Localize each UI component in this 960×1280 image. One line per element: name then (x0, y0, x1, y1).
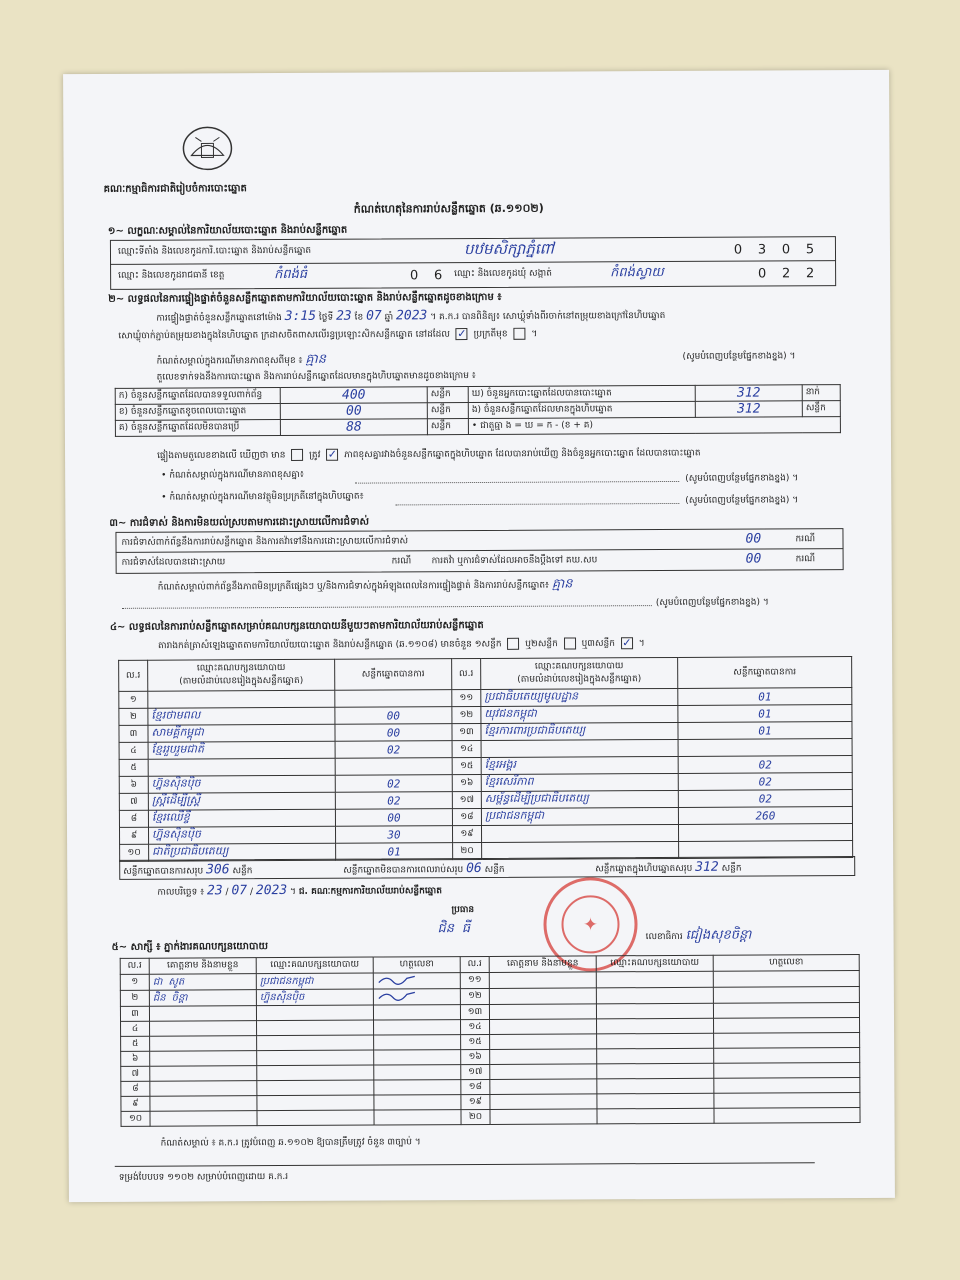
party-name: ខ្មែរអង្គរ (481, 756, 678, 774)
witness-party (597, 1048, 714, 1064)
row-number: ៩ (119, 827, 148, 844)
verify-line2: សោឃ្លុំចាក់ភ្ជាប់តម្រុយខាងក្នុងនៃហិបឆ្នោត ក្រដាសចិតពាសលើរន្ធប្រឡោះសិកសន្លឹកឆ្នោត នៅដដែល ✓ ប្រក្រតីមុខ ។ (118, 327, 538, 342)
section3-hint: (សូមបំពេញបន្ថែមផ្នែកខាងខ្នង) ។ (655, 597, 769, 609)
row-number: ១៥ (461, 1034, 490, 1049)
bullet-irregular: • កំណត់សម្គាល់ក្នុងករណីមានវត្ថុមិនប្រក្រតីនៅក្នុងហិបឆ្នោត៖ (161, 491, 364, 503)
bullet-irregular-hint: (សូមបំពេញបន្ថែមផ្នែកខាងខ្នង) ។ (685, 495, 799, 506)
valid-votes: 02 (678, 773, 852, 791)
row-number: ១៣ (460, 1004, 489, 1019)
row-number: ១ (119, 691, 148, 708)
row-number: ៥ (121, 1036, 150, 1051)
secretary: លេខាធិការ ជៀងសុខចិន្ដា (645, 927, 752, 943)
witness-party (597, 1093, 714, 1109)
row-number: ៣ (119, 725, 148, 742)
station-code: 0 3 0 5 (733, 242, 815, 258)
witness-party (596, 1003, 713, 1019)
witness-signature (714, 1018, 860, 1034)
objection-label: ការជំទាស់ពាក់ព័ន្ធនឹងការរាប់សន្លឹកឆ្នោត និងការតវ៉ាទៅនឹងការដោះស្រាយលើការជំទាស់ (121, 536, 409, 548)
section1-heading: ១~ លក្ខណៈសម្គាល់នៃការិយាល័យបោះឆ្នោត និងរាប់សន្លឹកឆ្នោត (107, 224, 348, 237)
witness-party (597, 1108, 714, 1124)
witness-signature (374, 1020, 461, 1035)
row-number: ២០ (453, 842, 482, 859)
verify-line3: កំណត់សម្គាល់ក្នុងករណីមានភាពខុសពីមុខ ៖ គ្មាន (156, 351, 327, 367)
valid-votes: 00 (335, 809, 452, 827)
valid-votes: 02 (335, 775, 452, 793)
party-name (148, 690, 335, 708)
witness-party (256, 1005, 373, 1021)
row-number: ៩ (121, 1096, 150, 1111)
sign-date: កាលបរិច្ឆេទ ៖ 23 / 07 / 2023 ។ ជ. គណៈកម្មការការិយាល័យរាប់សន្លឹកឆ្នោត (157, 883, 442, 899)
row-number: ១២ (452, 706, 481, 723)
section5-heading: ៥~ សាក្សី ៖ ភ្នាក់ងារគណបក្សនយោបាយ (111, 941, 269, 953)
witness-name (490, 1094, 597, 1110)
row-number: ១២ (460, 988, 489, 1004)
match-checkbox[interactable]: ✓ (327, 447, 337, 461)
one-sheet-checkbox[interactable] (507, 638, 519, 650)
footnote: កំណត់សម្គាល់ ៖ គ.ក.រ ត្រូវបំពេញ ឆ.១១០២ ឱ្យបានត្រឹមត្រូវ ចំនួន ៣ច្បាប់ ។ (160, 1137, 421, 1149)
witness-signature (714, 1078, 860, 1094)
witness-name: ជិន ចិន្ដា (149, 990, 256, 1007)
results-table: ល.រ ឈ្មោះគណបក្សនយោបាយ (តាមលំដាប់លេខរៀងក្នុងសន្លឹកឆ្នោត) សន្លឹកឆ្នោតបានការ ល.រ ឈ្មោះគណបក្សនយោបាយ (តាមលំដាប់លេខរៀងក្នុងសន្លឹកឆ្នោត) សន្លឹកឆ្នោតបានការ ១ ១១ ប្រជាធិបតេយ្យមូលដ្ឋាន 01 ២ ខ្មែរថាមពល 00 ១២ យុវជនកម្ពុជា 01 ៣ សាមគ្គីកម្ពុជា 00 ១៣ ខ្មែរការពារប្រជាធិបតេយ្យ 01 ៤ ខ្មែររួបរួមជាតិ 02 ១៤ ៥ ១៥ ខ្មែរអង្គរ 02 ៦ ហ្វ៊ុនស៊ិនប៉ិច 02 ១៦ ខ្មែរសេរីភាព 02 ៧ ស្រ្តីដើម្បីស្ត្រី 02 ១៧ សម្ព័ន្ធដើម្បីប្រជាធិបតេយ្យ 02 ៨ ខ្មែរឈើខ្ចី 00 ១៨ ប្រជាជនកម្ពុជា 260 ៩ ហ្វ៊ុនស៊ិនប៉ិច 30 ១៩ ១០ ជាតិប្រជាធិបតេយ្យ 01 ២០ (118, 656, 853, 862)
row-number: ៤ (119, 742, 148, 759)
total-valid: សន្លឹកឆ្នោតបានការសរុប 306 សន្លឹក (123, 862, 253, 878)
witness-signature (374, 1095, 461, 1110)
witness-signature (714, 1093, 860, 1109)
party-name: សម្ព័ន្ធដើម្បីប្រជាធិបតេយ្យ (481, 790, 678, 808)
resolved-label: ការជំទាស់ដែលបានដោះស្រាយ (121, 557, 226, 568)
official-stamp: ✦ (543, 877, 637, 971)
valid-votes: 02 (335, 741, 452, 759)
compare-line: ផ្ទៀងតាមតួលេខខាងលើ ឃើញថា មាន ត្រូវ ✓ ភាពខុសគ្នារវាងចំនួនសន្លឹកឆ្នោតក្នុងហិបឆ្នោត ដែលបានរាប់ឃើញ និងចំនួនអ្នកបោះឆ្នោត ដែលបានបោះឆ្នោត (157, 447, 701, 462)
form-title: កំណត់ហេតុនៃការរាប់សន្លឹកឆ្នោត (ឆ.១១០២) (353, 201, 544, 216)
witness-party (257, 1095, 374, 1111)
section3-note: កំណត់សម្គាល់ពាក់ព័ន្ធនឹងភាពមិនប្រក្រតីផ្សេងៗ ឬ/និងការជំទាស់ក្នុងអំឡុងពេលនៃការផ្ទៀងផ្ទាត់ និងការរាប់សន្លឹកឆ្នោត៖ គ្មាន (157, 576, 573, 593)
witness-signature (714, 1063, 860, 1079)
row-number: ៨ (119, 810, 148, 827)
witness-signature (374, 1050, 461, 1065)
witness-signature (373, 989, 460, 1005)
witness-signature (714, 1048, 860, 1064)
valid-votes: 01 (678, 722, 852, 740)
commune-code: 0 2 2 (757, 266, 815, 282)
witness-party (597, 1033, 714, 1049)
witness-name (490, 1079, 597, 1095)
witness-name (490, 1109, 597, 1125)
row-number: ៣ (120, 1006, 149, 1021)
witness-name: ជា សូត (149, 974, 256, 991)
party-name: ប្រជាជនកម្ពុជា (481, 807, 678, 825)
witness-signature (373, 1005, 460, 1020)
witness-name (489, 972, 596, 989)
party-name: ខ្មែរការពារប្រជាធិបតេយ្យ (481, 722, 678, 740)
station-label: ឈ្មោះទីតាំង និងលេខកូដការិ.បោះឆ្នោត និងរាប់សន្លឹកឆ្នោត (117, 245, 312, 257)
witness-signature (374, 1110, 461, 1125)
valid-votes (678, 739, 852, 757)
witness-name (150, 1051, 257, 1067)
valid-votes: 01 (336, 843, 453, 861)
chair-signature: ជិន ធី (437, 921, 471, 937)
row-number: ១ (120, 974, 149, 990)
witness-signature (373, 973, 460, 989)
witness-name (150, 1111, 257, 1127)
province-value: កំពង់ធំ (274, 266, 308, 283)
witness-party (597, 1063, 714, 1079)
party-name: ហ្វ៊ុនស៊ិនប៉ិច (148, 826, 335, 844)
row-number: ៦ (121, 1051, 150, 1066)
ballot-count-form: គណៈកម្មាធិការជាតិរៀបចំការបោះឆ្នោត កំណត់ហេតុនៃការរាប់សន្លឹកឆ្នោត (ឆ.១១០២) ១~ លក្ខណៈសម្គាល់នៃការិយាល័យបោះឆ្នោត និងរាប់សន្លឹកឆ្នោត ឈ្មោះទីតាំង និងលេខកូដការិ.បោះឆ្នោត និងរាប់សន្លឹកឆ្នោត បឋមសិក្សាភ្នំពៅ 0 3 0 5 ឈ្មោះ និងលេខកូដរាជធានី ខេត្ត កំពង់ធំ 0 6 ឈ្មោះ និងលេខកូដឃុំ សង្កាត់ កំពង់ស្វាយ 0 2 2 ២~ លទ្ធផលនៃការផ្ទៀងផ្ទាត់ចំនួនសន្លឹកឆ្នោតតាមការិយាល័យបោះឆ្នោត និងរាប់សន្លឹកឆ្នោតដូចខាងក្រោម ៖ ការផ្ទៀងផ្ទាត់ចំនួនសន្លឹកឆ្នោតនៅម៉ោង 3:15 ថ្ងៃទី 23 ខែ 07 ឆ្នាំ 2023 ។ គ.ក.រ បានពិនិត្យ៖ សោឃ្លុំទាំងពីរចាក់នៅតម្រុយខាងក្រៅនៃហិបឆ្នោត សោឃ្លុំចាក់ភ្ជាប់តម្រុយខាងក្នុងនៃហិបឆ្នោត ក្រដាសចិតពាសលើរន្ធប្រឡោះសិកសន្លឹកឆ្នោត នៅដដែល ✓ ប្រក្រតីមុខ ។ កំណត់សម្គាល់ក្នុងករណីមានភាពខុសពីមុខ ៖ គ្មាន (សូមបំពេញបន្ថែមផ្នែកខាងខ្នង) ។ តួលេខទាក់ទងនឹងការបោះឆ្នោត និងការរាប់សន្លឹកឆ្នោតដែលមានក្នុងហិបឆ្នោតមានដូចខាងក្រោម ៖ ក) ចំនួនសន្លឹកឆ្នោតដែលបានទទួលពាក់ព័ន្ធ 400 សន្លឹក ឃ) ចំនួនអ្នកបោះឆ្នោតដែលបានបោះឆ្នោត 312 នាក់ ខ) ចំនួនសន្លឹកឆ្នោតខូចពេលបោះឆ្នោត 00 សន្លឹក ង) ចំនួនសន្លឹកឆ្នោតដែលមានក្នុងហិបឆ្នោត 312 សន្លឹក គ) ចំនួនសន្លឹកឆ្នោតដែលមិនបានប្រើ 88 សន្លឹក • ជាតួធ្មា ង = ឃ = ក - (ខ + គ) ផ្ទៀងតាមតួលេខខាងលើ ឃើញថា មាន ត្រូវ ✓ ភាពខុសគ្នារវាងចំនួនសន្លឹកឆ្នោតក្នុងហិបឆ្នោត ដែលបានរាប់ឃើញ និងចំនួនអ្នកបោះឆ្នោត ដែលបានបោះឆ្នោត • កំណត់សម្គាល់ក្នុងករណីមានភាពខុសគ្នា៖ (សូមបំពេញបន្ថែមផ្នែកខាងខ្នង) ។ • កំណត់សម្គាល់ក្នុងករណីមានវត្ថុមិនប្រក្រតីនៅក្នុងហិបឆ្នោត៖ (សូមបំពេញបន្ថែមផ្នែកខាងខ្នង) ។ ៣~ ការជំទាស់ និងការមិនយល់ស្របតាមការដោះស្រាយលើការជំទាស់ ការជំទាស់ពាក់ព័ន្ធនឹងការរាប់សន្លឹកឆ្នោត និងការតវ៉ាទៅនឹងការដោះស្រាយលើការជំទាស់ 00 ករណី ការជំទាស់ដែលបានដោះស្រាយ ករណី ការតវ៉ា ឬការជំទាស់ដែលអាចនឹងប្ដឹងទៅ គឃ.សប 00 ករណី កំណត់សម្គាល់ពាក់ព័ន្ធនឹងភាពមិនប្រក្រតីផ្សេងៗ ឬ/និងការជំទាស់ក្នុងអំឡុងពេលនៃការផ្ទៀងផ្ទាត់ និងការរាប់សន្លឹកឆ្នោត៖ គ្មាន (សូមបំពេញបន្ថែមផ្នែកខាងខ្នង) ។ ៤~ លទ្ធផលនៃការរាប់សន្លឹកឆ្នោតសម្រាប់គណបក្សនយោបាយនីមួយៗតាមការិយាល័យរាប់សន្លឹកឆ្នោត តារាងកត់ត្រាសំឡេងឆ្នោតតាមការិយាល័យបោះឆ្នោត និងរាប់សន្លឹកឆ្នោត (ឆ.១១០៨) មានចំនួន ១សន្លឹក ឬ២សន្លឹក ឬ៣សន្លឹក ✓ ។ ល.រ ឈ្មោះគណបក្សនយោបាយ (តាមលំដាប់លេខរៀងក្នុងសន្លឹកឆ្នោត) សន្លឹកឆ្នោតបានការ ល.រ ឈ្មោះគណបក្សនយោបាយ (តាមលំដាប់លេខរៀងក្នុងសន្លឹកឆ្នោត) សន្លឹកឆ្នោតបានការ ១ ១១ ប្រជាធិបតេយ្យមូលដ្ឋាន 01 ២ ខ្មែរថាមពល 00 ១២ យុវជនកម្ពុជា 01 ៣ សាមគ្គីកម្ពុជា 00 ១៣ ខ្មែរការពារប្រជាធិបតេយ្យ 01 ៤ ខ្មែររួបរួមជាតិ 02 ១៤ ៥ ១៥ ខ្មែរអង្គរ 02 ៦ ហ្វ៊ុនស៊ិនប៉ិច 02 ១៦ ខ្មែរសេរីភាព 02 ៧ ស្រ្តីដើម្បីស្ត្រី 02 ១៧ សម្ព័ន្ធដើម្បីប្រជាធិបតេយ្យ 02 ៨ ខ្មែរឈើខ្ចី 00 ១៨ ប្រជាជនកម្ពុជា 260 ៩ ហ្វ៊ុនស៊ិនប៉ិច 30 ១៩ ១០ ជាតិប្រជាធិបតេយ្យ 01 ២០ សន្លឹកឆ្នោតបានការសរុប 306 សន្លឹក សន្លឹកឆ្នោតមិនបានការពេលរាប់សរុប 06 សន្លឹក សន្លឹកឆ្នោតក្នុងហិបឆ្នោតសរុប 312 សន្លឹក កាលបរិច្ឆេទ ៖ 23 / 07 / 2023 ។ ជ. គណៈកម្មការការិយាល័យរាប់សន្លឹកឆ្នោត ប្រធាន ជិន ធី ✦ លេខាធិការ ជៀងសុខចិន្ដា ៥~ សាក្សី ៖ ភ្នាក់ងារគណបក្សនយោបាយ ល.រ គោត្តនាម និងនាមខ្លួន ឈ្មោះគណបក្សនយោបាយ ហត្ថលេខា ល.រ គោត្តនាម និងនាមខ្លួន ឈ្មោះគណបក្សនយោបាយ ហត្ថលេខា ១ ជា សូត ប្រជាជនកម្ពុជា ១១ ២ ជិន ចិន្ដា ហ្វ៊ុនស៊ិនប៉ិច ១២ ៣ ១៣ ៤ ១៤ ៥ ១៥ ៦ ១៦ ៧ ១៧ ៨ ១៨ ៩ ១៩ ១០ ២០ កំណត់សម្គាល់ ៖ គ.ក.រ ត្រូវបំពេញ ឆ.១១០២ ឱ្យបានត្រឹមត្រូវ ចំនួន ៣ច្បាប់ ។ ទម្រង់បែបបទ ១១០២ សម្រាប់បំពេញដោយ គ.ក.រ (63, 70, 895, 1202)
row-number: ២០ (461, 1109, 490, 1124)
row-number: ១១ (460, 972, 489, 988)
row-number: ១៧ (461, 1064, 490, 1079)
row-number: ១៦ (461, 1049, 490, 1064)
party-name: ខ្មែរឈើខ្ចី (148, 809, 335, 827)
diff-checkbox[interactable] (291, 449, 303, 461)
valid-votes: 02 (678, 756, 852, 774)
province-label: ឈ្មោះ និងលេខកូដរាជធានី ខេត្ត (118, 270, 225, 281)
tally-table (115, 384, 841, 437)
witness-party (257, 1080, 374, 1096)
party-name: ហ្វ៊ុនស៊ិនប៉ិច (148, 775, 335, 793)
row-number: ១៨ (461, 1079, 490, 1094)
valid-votes: 02 (335, 792, 452, 810)
row-number: ២ (119, 708, 148, 725)
party-name: ខ្មែររួបរួមជាតិ (148, 741, 335, 759)
row-number: ៤ (121, 1021, 150, 1036)
witness-name (150, 1036, 257, 1052)
row-number: ១៤ (461, 1019, 490, 1034)
valid-votes: 260 (678, 807, 852, 825)
row-number: ១៦ (452, 774, 481, 791)
valid-votes: 01 (678, 688, 852, 706)
witness-party (596, 987, 713, 1004)
section4-sub: តារាងកត់ត្រាសំឡេងឆ្នោតតាមការិយាល័យបោះឆ្នោត និងរាប់សន្លឹកឆ្នោត (ឆ.១១០៨) មានចំនួន ១សន្លឹក ឬ២សន្លឹក ឬ៣សន្លឹក ✓ ។ (158, 636, 645, 652)
witness-party: ប្រជាជនកម្ពុជា (256, 973, 373, 990)
appeal-label: ការតវ៉ា ឬការជំទាស់ដែលអាចនឹងប្ដឹងទៅ គឃ.សប (431, 555, 598, 567)
row-number: ១៣ (452, 723, 481, 740)
valid-votes: 00 (335, 707, 452, 725)
party-name (148, 758, 335, 776)
valid-votes: 02 (678, 790, 852, 808)
verify-line1: ការផ្ទៀងផ្ទាត់ចំនួនសន្លឹកឆ្នោតនៅម៉ោង 3:15 ថ្ងៃទី 23 ខែ 07 ឆ្នាំ 2023 ។ គ.ក.រ បានពិនិត្យ៖ សោឃ្លុំទាំងពីរចាក់នៅតម្រុយខាងក្រៅនៃហិបឆ្នោត (156, 308, 666, 325)
witness-signature (714, 1033, 860, 1049)
commune-label: ឈ្មោះ និងលេខកូដឃុំ សង្កាត់ (454, 268, 552, 280)
witness-party (596, 971, 713, 988)
row-number: ៨ (121, 1081, 150, 1096)
valid-votes (678, 824, 852, 842)
row-number: ១១ (452, 689, 481, 706)
two-sheet-checkbox[interactable] (564, 637, 576, 649)
valid-votes: 30 (335, 826, 452, 844)
tally-row: ក) ចំនួនសន្លឹកឆ្នោតដែលបានទទួលពាក់ព័ន្ធ 400 សន្លឹក ឃ) ចំនួនអ្នកបោះឆ្នោតដែលបានបោះឆ្នោត 312 នាក់ (115, 385, 840, 405)
witness-name (150, 1081, 257, 1097)
witness-signature (374, 1080, 461, 1095)
row-number: ៧ (121, 1066, 150, 1081)
committee-name: គណៈកម្មាធិការជាតិរៀបចំការបោះឆ្នោត (103, 183, 247, 195)
witness-name (490, 1034, 597, 1050)
witness-name (150, 1096, 257, 1112)
party-name (481, 739, 678, 757)
witness-signature (713, 1003, 859, 1019)
row-number: ១៤ (452, 740, 481, 757)
verify-line4: តួលេខទាក់ទងនឹងការបោះឆ្នោត និងការរាប់សន្លឹកឆ្នោតដែលមានក្នុងហិបឆ្នោតមានដូចខាងក្រោម ៖ (156, 371, 476, 383)
party-name: យុវជនកម្ពុជា (481, 705, 678, 723)
witness-signature (374, 1065, 461, 1080)
three-sheet-checkbox[interactable]: ✓ (622, 636, 632, 650)
witness-party (257, 1035, 374, 1051)
emblem-icon (181, 125, 233, 171)
intact-checkbox[interactable]: ✓ (457, 327, 467, 341)
witness-party (257, 1065, 374, 1081)
party-name: ប្រជាធិបតេយ្យមូលដ្ឋាន (481, 688, 678, 706)
witness-name (150, 1021, 257, 1037)
form-footer: ទម្រង់បែបបទ ១១០២ សម្រាប់បំពេញដោយ គ.ក.រ (118, 1172, 289, 1183)
total-invalid: សន្លឹកឆ្នោតមិនបានការពេលរាប់សរុប 06 សន្លឹក (343, 860, 505, 877)
witness-row (121, 1108, 860, 1127)
witness-signature (374, 1035, 461, 1050)
tally-row: ខ) ចំនួនសន្លឹកឆ្នោតខូចពេលបោះឆ្នោត 00 សន្លឹក ង) ចំនួនសន្លឹកឆ្នោតដែលមានក្នុងហិបឆ្នោត 312 សន្លឹក (115, 401, 840, 421)
witness-party (597, 1078, 714, 1094)
station-value: បឋមសិក្សាភ្នំពៅ (463, 239, 554, 259)
party-name (481, 824, 678, 842)
row-number: ១០ (121, 1111, 150, 1126)
party-name: ជាតិប្រជាធិបតេយ្យ (149, 843, 336, 861)
row-number: ១៥ (452, 757, 481, 774)
witness-table: ល.រ គោត្តនាម និងនាមខ្លួន ឈ្មោះគណបក្សនយោបាយ ហត្ថលេខា ល.រ គោត្តនាម និងនាមខ្លួន ឈ្មោះគណបក្សនយោបាយ ហត្ថលេខា ១ ជា សូត ប្រជាជនកម្ពុជា ១១ ២ ជិន ចិន្ដា ហ្វ៊ុនស៊ិនប៉ិច ១២ ៣ ១៣ ៤ ១៤ ៥ ១៥ ៦ ១៦ ៧ ១៧ ៨ ១៨ ៩ ១៩ ១០ ២០ (120, 954, 861, 1127)
witness-signature (713, 971, 859, 988)
tally-row: គ) ចំនួនសន្លឹកឆ្នោតដែលមិនបានប្រើ 88 សន្លឹក • ជាតួធ្មា ង = ឃ = ក - (ខ + គ) (115, 417, 840, 437)
bullet-diff-hint: (សូមបំពេញបន្ថែមផ្នែកខាងខ្នង) ។ (685, 473, 799, 484)
witness-party (257, 1050, 374, 1066)
objection-count: 00 (745, 531, 762, 547)
witness-name (489, 1004, 596, 1020)
party-name: ខ្មែរថាមពល (148, 707, 335, 725)
section4-heading: ៤~ លទ្ធផលនៃការរាប់សន្លឹកឆ្នោតសម្រាប់គណបក្សនយោបាយនីមួយៗតាមការិយាល័យរាប់សន្លឹកឆ្នោត (109, 619, 484, 633)
witness-party: ហ្វ៊ុនស៊ិនប៉ិច (256, 989, 373, 1006)
valid-votes: 00 (335, 724, 452, 742)
row-number: ៦ (119, 776, 148, 793)
valid-votes: 01 (678, 705, 852, 723)
section2-heading: ២~ លទ្ធផលនៃការផ្ទៀងផ្ទាត់ចំនួនសន្លឹកឆ្នោតតាមការិយាល័យបោះឆ្នោត និងរាប់សន្លឹកឆ្នោតដូចខាងក្រោម ៖ (108, 291, 502, 305)
witness-party (257, 1110, 374, 1126)
witness-signature (713, 987, 859, 1004)
section3-heading: ៣~ ការជំទាស់ និងការមិនយល់ស្របតាមការដោះស្រាយលើការជំទាស់ (109, 516, 370, 529)
province-code: 0 6 (409, 268, 443, 284)
row-number: ១៧ (452, 791, 481, 808)
witness-name (490, 1019, 597, 1035)
witness-name (150, 1066, 257, 1082)
witness-party (257, 1020, 374, 1036)
row-number: ២ (120, 990, 149, 1006)
witness-party (597, 1018, 714, 1034)
row-number: ៥ (119, 759, 148, 776)
row-number: ១៩ (452, 825, 481, 842)
witness-signature (714, 1108, 860, 1124)
commune-value: កំពង់ស្វាយ (610, 265, 664, 281)
total-box: សន្លឹកឆ្នោតក្នុងហិបឆ្នោតសរុប 312 សន្លឹក (595, 859, 742, 875)
party-name: ស្រ្តីដើម្បីស្ត្រី (148, 792, 335, 810)
witness-name (149, 1006, 256, 1022)
party-name: សាមគ្គីកម្ពុជា (148, 724, 335, 742)
witness-name (489, 988, 596, 1005)
witness-name (490, 1049, 597, 1065)
chair-label: ប្រធាន (451, 905, 475, 916)
row-number: ៧ (119, 793, 148, 810)
row-number: ១៩ (461, 1094, 490, 1109)
valid-votes (335, 690, 452, 708)
valid-votes (335, 758, 452, 776)
party-name: ខ្មែរសេរីភាព (481, 773, 678, 791)
verify-hint: (សូមបំពេញបន្ថែមផ្នែកខាងខ្នង) ។ (682, 351, 796, 362)
appeal-count: 00 (745, 551, 762, 567)
row-number: ១០ (120, 844, 149, 861)
witness-name (490, 1064, 597, 1080)
bullet-diff: • កំណត់សម្គាល់ក្នុងករណីមានភាពខុសគ្នា៖ (161, 469, 304, 481)
not-intact-checkbox[interactable] (513, 328, 525, 340)
row-number: ១៨ (452, 808, 481, 825)
